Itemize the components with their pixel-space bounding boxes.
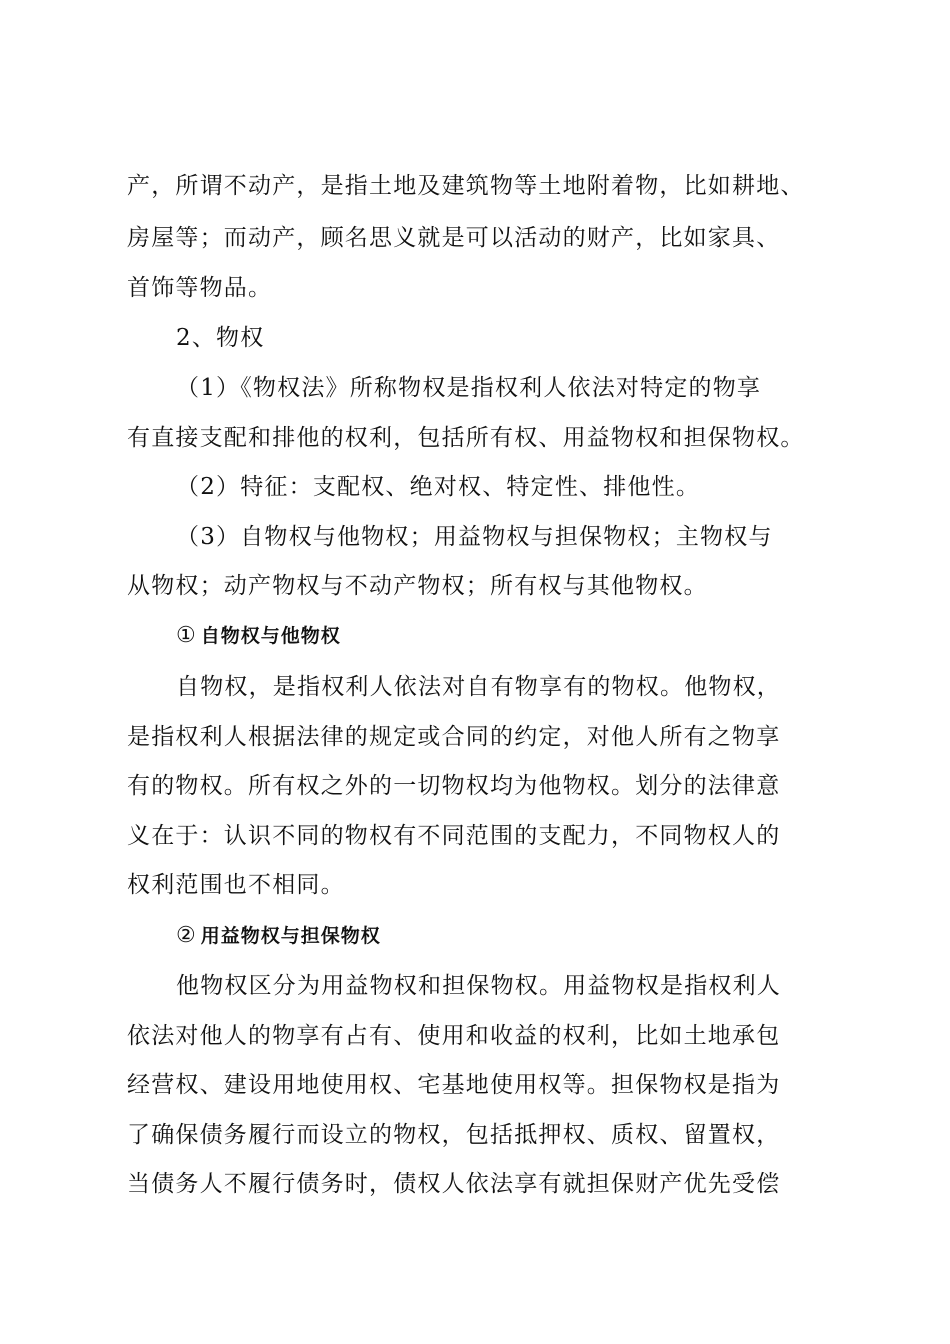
circled-number-1: ① bbox=[176, 623, 197, 648]
body-text-line: 是指权利人根据法律的规定或合同的约定，对他人所有之物享 bbox=[127, 724, 781, 750]
subheading-text: 自物权与他物权 bbox=[200, 625, 341, 647]
body-text-line: （2）特征：支配权、绝对权、特定性、排他性。 bbox=[176, 474, 701, 500]
body-text-line: 从物权；动产物权与不动产物权；所有权与其他物权。 bbox=[127, 573, 708, 599]
body-text-line: 有的物权。所有权之外的一切物权均为他物权。划分的法律意 bbox=[127, 773, 781, 799]
body-text-line: 权利范围也不相同。 bbox=[127, 872, 345, 898]
body-text-line: 经营权、建设用地使用权、宅基地使用权等。担保物权是指为 bbox=[127, 1072, 781, 1098]
body-text-line: 产，所谓不动产，是指土地及建筑物等土地附着物，比如耕地、 bbox=[127, 173, 805, 199]
body-text-line: 义在于：认识不同的物权有不同范围的支配力，不同物权人的 bbox=[127, 823, 781, 849]
body-text-line: 首饰等物品。 bbox=[127, 275, 273, 301]
circled-number-2: ② bbox=[176, 923, 197, 948]
subheading-own-rights bbox=[176, 622, 341, 650]
body-text-line: 自物权，是指权利人依法对自有物享有的物权。他物权， bbox=[176, 674, 781, 700]
body-text-line: 他物权区分为用益物权和担保物权。用益物权是指权利人 bbox=[176, 973, 781, 999]
body-text-line: （1）《物权法》所称物权是指权利人依法对特定的物享 bbox=[176, 375, 762, 401]
body-text-line: （3）自物权与他物权；用益物权与担保物权；主物权与 bbox=[176, 524, 773, 550]
section-title: 2、物权 bbox=[176, 325, 265, 351]
body-text-line: 房屋等；而动产，顾名思义就是可以活动的财产，比如家具、 bbox=[127, 225, 781, 251]
subheading-text: 用益物权与担保物权 bbox=[200, 925, 381, 947]
body-text-line: 当债务人不履行债务时，债权人依法享有就担保财产优先受偿 bbox=[127, 1171, 781, 1197]
body-text-line: 依法对他人的物享有占有、使用和收益的权利，比如土地承包 bbox=[127, 1023, 781, 1049]
body-text-line: 有直接支配和排他的权利，包括所有权、用益物权和担保物权。 bbox=[127, 425, 805, 451]
subheading-usufruct-security bbox=[176, 922, 381, 950]
body-text-line: 了确保债务履行而设立的物权，包括抵押权、质权、留置权， bbox=[127, 1122, 781, 1148]
